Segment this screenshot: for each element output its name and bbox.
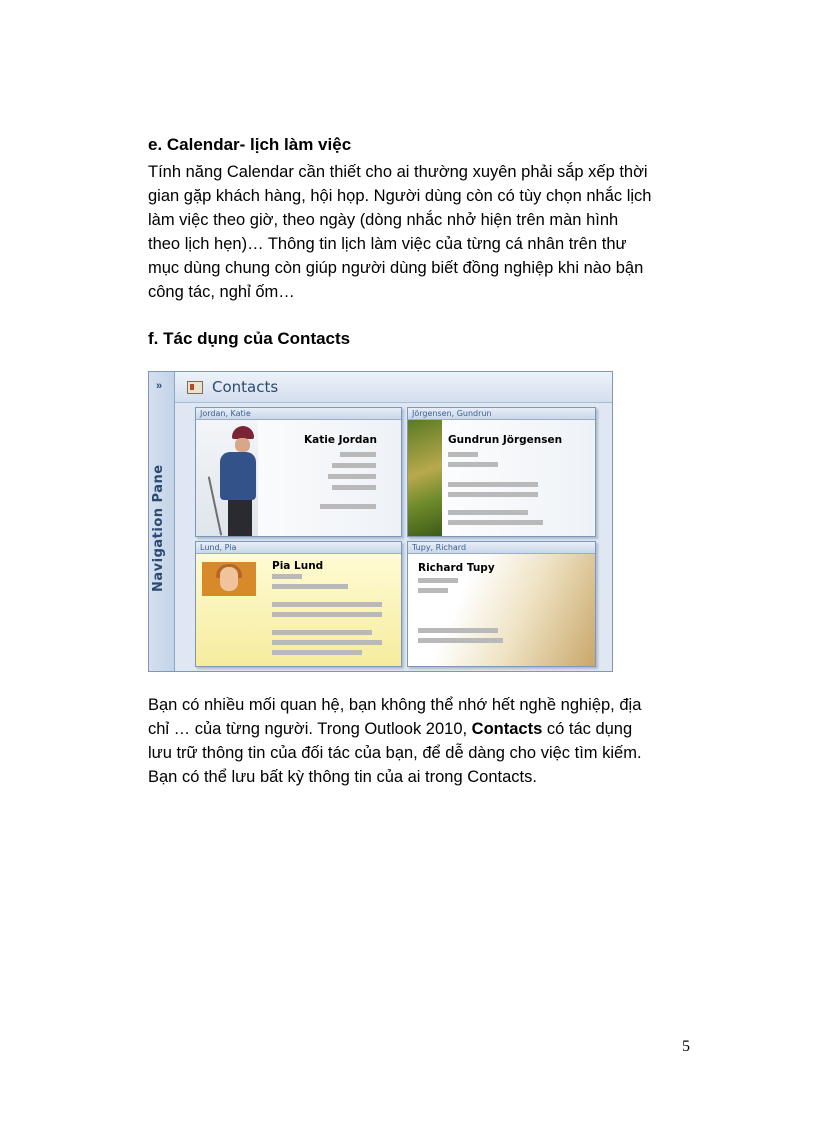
- paragraph-line: làm việc theo giờ, theo ngày (dòng nhắc nhở hiện trên màn hình: [148, 211, 619, 229]
- card-tab-label: Jörgensen, Gundrun: [408, 408, 595, 420]
- placeholder-line: [272, 584, 348, 589]
- placeholder-line: [448, 492, 538, 497]
- card-tab-label: Tupy, Richard: [408, 542, 595, 554]
- contact-card-gundrun-jorgensen[interactable]: [407, 407, 596, 537]
- placeholder-line: [448, 520, 543, 525]
- placeholder-line: [418, 628, 498, 633]
- paragraph-line: mục dùng chung còn giúp người dùng biết đồng nghiệp khi nào bận: [148, 259, 644, 277]
- contact-card-richard-tupy[interactable]: [407, 541, 596, 667]
- contacts-header: [175, 372, 612, 403]
- contact-card-pia-lund[interactable]: [195, 541, 402, 667]
- card-tab-label: Lund, Pia: [196, 542, 401, 554]
- placeholder-line: [272, 630, 372, 635]
- placeholder-line: [448, 452, 478, 457]
- placeholder-line: [272, 650, 362, 655]
- paragraph-line: Tính năng Calendar cần thiết cho ai thường xuyên phải sắp xếp thời: [148, 163, 648, 181]
- page-number: 5: [682, 1038, 690, 1055]
- paragraph-line: lưu trữ thông tin của đối tác của bạn, để dễ dàng cho việc tìm kiếm.: [148, 744, 642, 762]
- placeholder-line: [448, 482, 538, 487]
- placeholder-line: [340, 452, 376, 457]
- paragraph-line: Bạn có nhiều mối quan hệ, bạn không thể nhớ hết nghề nghiệp, địa: [148, 696, 642, 714]
- contact-photo: [196, 420, 258, 536]
- placeholder-line: [328, 474, 376, 479]
- contacts-card-view: [175, 403, 612, 671]
- outlook-contacts-screenshot: [148, 371, 613, 672]
- placeholder-line: [448, 462, 498, 467]
- expand-pane-icon[interactable]: »: [156, 380, 162, 392]
- placeholder-line: [418, 588, 448, 593]
- contact-name: Richard Tupy: [418, 562, 495, 574]
- card-tab-label: Jordan, Katie: [196, 408, 401, 420]
- placeholder-line: [418, 578, 458, 583]
- placeholder-line: [320, 504, 376, 509]
- placeholder-line: [272, 574, 302, 579]
- contact-name: Katie Jordan: [304, 434, 377, 446]
- contacts-icon: [187, 381, 203, 394]
- contact-photo: [408, 420, 442, 536]
- line-text: chỉ … của từng người. Trong Outlook 2010,: [148, 720, 472, 738]
- contact-name: Pia Lund: [272, 560, 324, 572]
- contact-card-katie-jordan[interactable]: [195, 407, 402, 537]
- line-text: có tác dụng: [542, 720, 633, 738]
- paragraph-line: theo lịch hẹn)… Thông tin lịch làm việc của từng cá nhân trên thư: [148, 235, 627, 253]
- placeholder-line: [418, 638, 503, 643]
- section-f-heading: f. Tác dụng của Contacts: [148, 329, 351, 348]
- placeholder-line: [272, 640, 382, 645]
- paragraph-line: [148, 717, 708, 741]
- contact-photo: [202, 562, 256, 596]
- contacts-title: Contacts: [212, 378, 279, 396]
- navigation-pane[interactable]: [149, 372, 175, 671]
- paragraph-line: gian gặp khách hàng, hội họp. Người dùng còn có tùy chọn nhắc lịch: [148, 187, 652, 205]
- placeholder-line: [272, 612, 382, 617]
- section-e-paragraph: [148, 160, 708, 304]
- section-e-heading: e. Calendar- lịch làm việc: [148, 135, 352, 154]
- section-f-paragraph: [148, 693, 708, 789]
- placeholder-line: [332, 463, 376, 468]
- paragraph-line: Bạn có thể lưu bất kỳ thông tin của ai trong Contacts.: [148, 768, 537, 786]
- paragraph-line: công tác, nghỉ ốm…: [148, 283, 295, 301]
- navigation-pane-label: Navigation Pane: [151, 464, 166, 592]
- placeholder-line: [332, 485, 376, 490]
- contact-name: Gundrun Jörgensen: [448, 434, 563, 446]
- placeholder-line: [448, 510, 528, 515]
- placeholder-line: [272, 602, 382, 607]
- contacts-emphasis: Contacts: [471, 720, 543, 738]
